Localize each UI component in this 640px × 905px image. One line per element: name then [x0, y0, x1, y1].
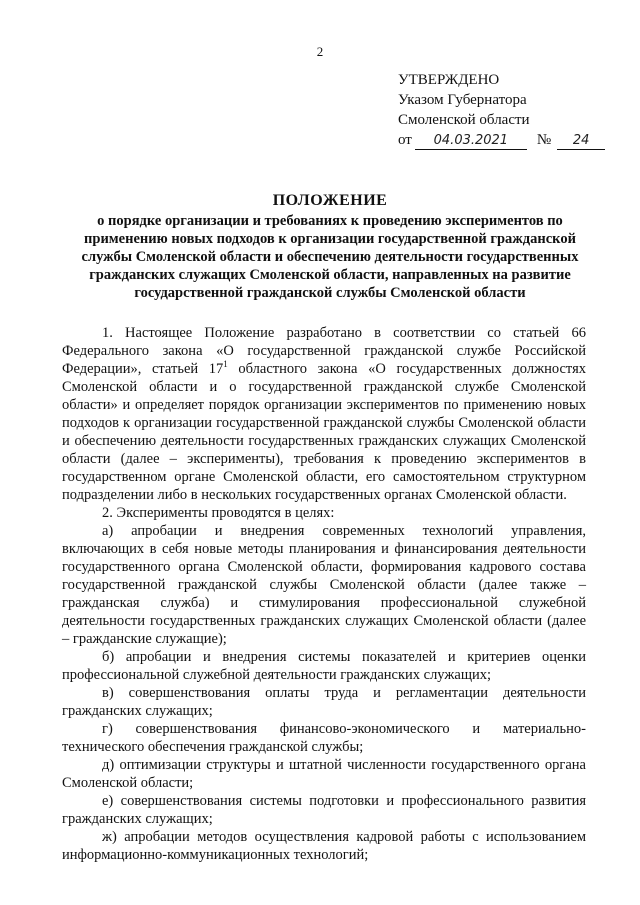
handwritten-number: 24 — [557, 133, 605, 150]
paragraph-1-superscript: 1 — [223, 359, 228, 370]
number-label: № — [536, 132, 552, 148]
document-body — [62, 324, 586, 864]
approval-stamp-block — [398, 70, 605, 150]
approval-heading: УТВЕРЖДЕНО — [398, 72, 500, 88]
date-prefix: от — [398, 132, 412, 148]
handwritten-date: 04.03.2021 — [415, 133, 527, 150]
list-item-a: а) апробации и внедрения современных технологий управления, включающих в себя новые методы планирования и финансирования деятельности государственного органа Смоленской области, формирования кадрового состава государственной гражданской службы Смоленской области (далее также – гражданская служба) и стимулирования профессиональной служебной деятельности государственных гражданских служащих Смоленской области (далее – гражданские служащие); — [62, 523, 586, 647]
page-number: 2 — [316, 44, 324, 59]
list-item-g: г) совершенствования финансово-экономического и материально-технического обеспечения гражданской службы; — [62, 721, 586, 755]
approval-authority: Указом Губернатора — [398, 92, 527, 108]
paragraph-1 — [62, 324, 586, 504]
approval-region: Смоленской области — [398, 112, 530, 128]
list-item-v: в) совершенствования оплаты труда и регламентации деятельности гражданских служащих; — [62, 685, 586, 719]
document-title-block — [70, 190, 590, 302]
list-item-d: д) оптимизации структуры и штатной численности государственного органа Смоленской области; — [62, 757, 586, 791]
list-item-zh: ж) апробации методов осуществления кадровой работы с использованием информационно-коммуникационных технологий; — [62, 829, 586, 863]
document-title: ПОЛОЖЕНИЕ — [272, 192, 388, 209]
paragraph-1-text-b: областного закона «О государственных должностях Смоленской области и о государственной гражданской службе Смоленской области» и определяет порядок организации экспериментов по применению новых подходов к организации государственной гражданской службы Смоленской области и обеспечению деятельности государственных гражданских служащих Смоленской области (далее – эксперименты), требования к проведению экспериментов в государственном органе Смоленской области, его самостоятельном структурном подразделении либо в нескольких государственных органах Смоленской области. — [62, 361, 586, 503]
approval-date-number-line — [398, 130, 605, 150]
list-item-b: б) апробации и внедрения системы показателей и критериев оценки профессиональной служебной деятельности гражданских служащих; — [62, 649, 586, 683]
paragraph-2: 2. Эксперименты проводятся в целях: — [102, 505, 335, 521]
paragraph-1-text-a: 1. Настоящее Положение разработано в соответствии со статьей 66 Федерального закона «О государственной гражданской службе Российской Федерации», статьей 17 — [62, 325, 586, 377]
document-subtitle: о порядке организации и требованиях к проведению экспериментов по применению новых подходов к организации государственной гражданской службы Смоленской области и обеспечению деятельности государственных гражданских служащих Смоленской области, направленных на развитие государственной гражданской службы Смоленской области — [81, 213, 579, 301]
list-item-e: е) совершенствования системы подготовки и профессионального развития гражданских служащих; — [62, 793, 586, 827]
